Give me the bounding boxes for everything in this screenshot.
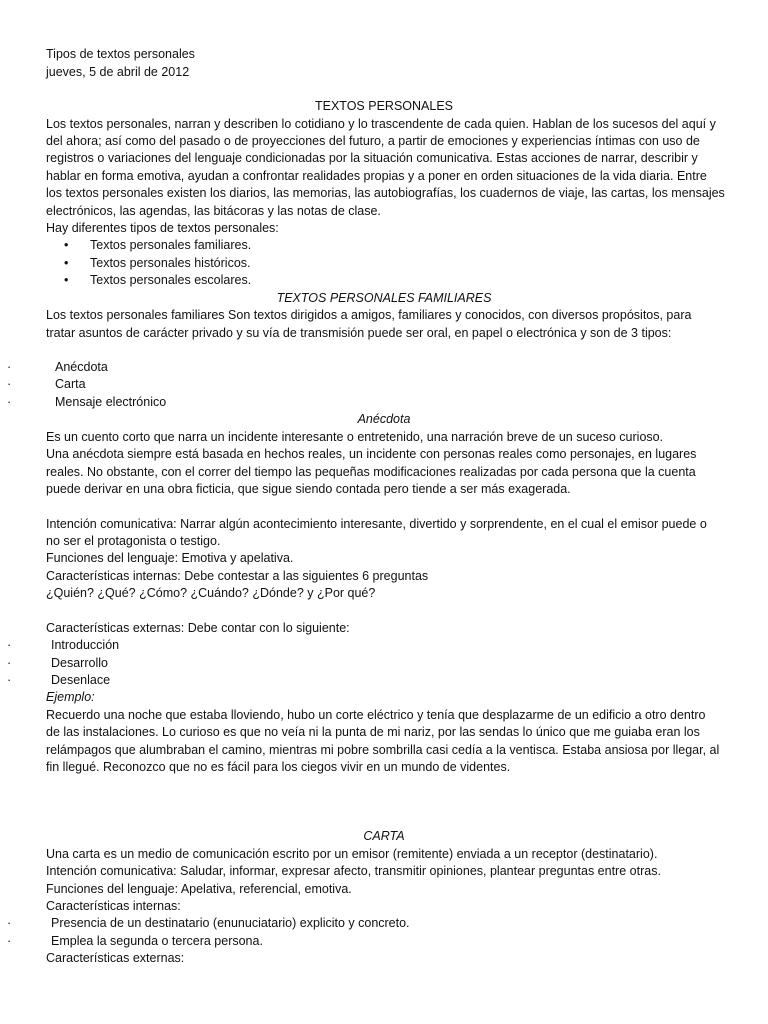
bullet: · — [7, 916, 12, 930]
types-lead: Hay diferentes tipos de textos personales: — [46, 221, 279, 235]
bullet: · — [7, 673, 12, 687]
paragraph-line: hablar en forma emotiva, ayudan a confrontar realidades propias y a poner en orden situaciones de la vida diaria. Entre — [46, 169, 707, 183]
bullet: · — [7, 656, 12, 670]
paragraph-line: Una carta es un medio de comunicación escrito por un emisor (remitente) enviada a un receptor (destinatario). — [46, 847, 658, 861]
document-date: jueves, 5 de abril de 2012 — [46, 65, 190, 79]
paragraph-line: Características internas: Debe contestar a las siguientes 6 preguntas — [46, 569, 429, 583]
list-item: Desarrollo — [51, 656, 108, 670]
list-item: Textos personales familiares. — [90, 238, 252, 252]
document-title: Tipos de textos personales — [46, 47, 195, 61]
bullet: · — [7, 377, 12, 391]
section-heading-carta: CARTA — [363, 829, 405, 843]
list-item: Emplea la segunda o tercera persona. — [51, 934, 263, 948]
paragraph-line: fin llegué. Reconozco que no es fácil para los ciegos vivir en un mundo de videntes. — [46, 760, 511, 774]
paragraph-line: relámpagos que alumbraban el camino, mientras mi pobre sombrilla casi cedía a la ventisca. Estaba ansiosa por llegar, al — [46, 743, 720, 757]
externas-lead: Características externas: — [46, 951, 185, 965]
bullet: • — [64, 256, 69, 270]
paragraph-line: Los textos personales familiares Son textos dirigidos a amigos, familiares y conocidos, con diversos propósitos, para — [46, 308, 692, 322]
bullet: · — [7, 360, 12, 374]
list-item: Carta — [55, 377, 86, 391]
section-heading-familiares: TEXTOS PERSONALES FAMILIARES — [276, 291, 492, 305]
paragraph-line: tratar asuntos de carácter privado y su vía de transmisión puede ser oral, en papel o electrónica y son de 3 tipos: — [46, 326, 672, 340]
section-heading-anecdota: Anécdota — [357, 412, 411, 426]
paragraph-line: ¿Quién? ¿Qué? ¿Cómo? ¿Cuándo? ¿Dónde? y ¿Por qué? — [46, 586, 376, 600]
paragraph-line: Los textos personales, narran y describen lo cotidiano y lo trascendente de cada quien. Hablan de los sucesos del aquí y — [46, 117, 716, 131]
paragraph-line: electrónicos, las agendas, las bitácoras y las notas de clase. — [46, 204, 381, 218]
list-item: Introducción — [51, 638, 120, 652]
list-item: Textos personales escolares. — [90, 273, 252, 287]
list-item: Textos personales históricos. — [90, 256, 251, 270]
example-label: Ejemplo: — [46, 690, 95, 704]
bullet: · — [7, 638, 12, 652]
paragraph-line: Funciones del lenguaje: Emotiva y apelativa. — [46, 551, 294, 565]
paragraph-line: reales. No obstante, con el correr del tiempo las pequeñas modificaciones realizadas por cada persona que la cuenta — [46, 465, 696, 479]
bullet: • — [64, 273, 69, 287]
paragraph-line: Una anécdota siempre está basada en hechos reales, un incidente con personas reales como personajes, en lugares — [46, 447, 697, 461]
paragraph-line: Funciones del lenguaje: Apelativa, referencial, emotiva. — [46, 882, 352, 896]
paragraph-line: Características internas: — [46, 899, 181, 913]
paragraph-line: puede derivar en una obra ficticia, que sigue siendo contada pero tiende a ser más exagerada. — [46, 482, 571, 496]
section-heading-textos-personales: TEXTOS PERSONALES — [314, 99, 453, 113]
paragraph-line: Es un cuento corto que narra un incidente interesante o entretenido, una narración breve de un suceso curioso. — [46, 430, 664, 444]
list-item: Presencia de un destinatario (enunuciatario) explicito y concreto. — [51, 916, 410, 930]
paragraph-line: los textos personales existen los diarios, las memorias, las autobiografías, los cuadernos de viaje, las cartas, los mensajes — [46, 186, 725, 200]
paragraph-line: no ser el protagonista o testigo. — [46, 534, 221, 548]
bullet: · — [7, 395, 12, 409]
bullet: • — [64, 238, 69, 252]
paragraph-line: registros o variaciones del lenguaje condicionadas por la situación comunicativa. Estas acciones de narrar, describir y — [46, 151, 698, 165]
paragraph-line: Intención comunicativa: Saludar, informar, expresar afecto, transmitir opiniones, plantear preguntas entre otras. — [46, 864, 661, 878]
bullet: · — [7, 934, 12, 948]
paragraph-line: Intención comunicativa: Narrar algún acontecimiento interesante, divertido y sorprendente, en el cual el emisor puede o — [46, 517, 707, 531]
externas-lead: Características externas: Debe contar con lo siguiente: — [46, 621, 350, 635]
list-item: Desenlace — [51, 673, 111, 687]
list-item: Anécdota — [55, 360, 108, 374]
paragraph-line: Recuerdo una noche que estaba lloviendo, hubo un corte eléctrico y tenía que desplazarme de un edificio a otro dentro — [46, 708, 706, 722]
list-item: Mensaje electrónico — [55, 395, 167, 409]
paragraph-line: del ahora; así como del pasado o de proyecciones del futuro, a partir de emociones y experiencias íntimas con uso de — [46, 134, 700, 148]
paragraph-line: de las instalaciones. Lo curioso es que no veía ni la punta de mi nariz, por las sendas lo único que me guiaba eran los — [46, 725, 700, 739]
